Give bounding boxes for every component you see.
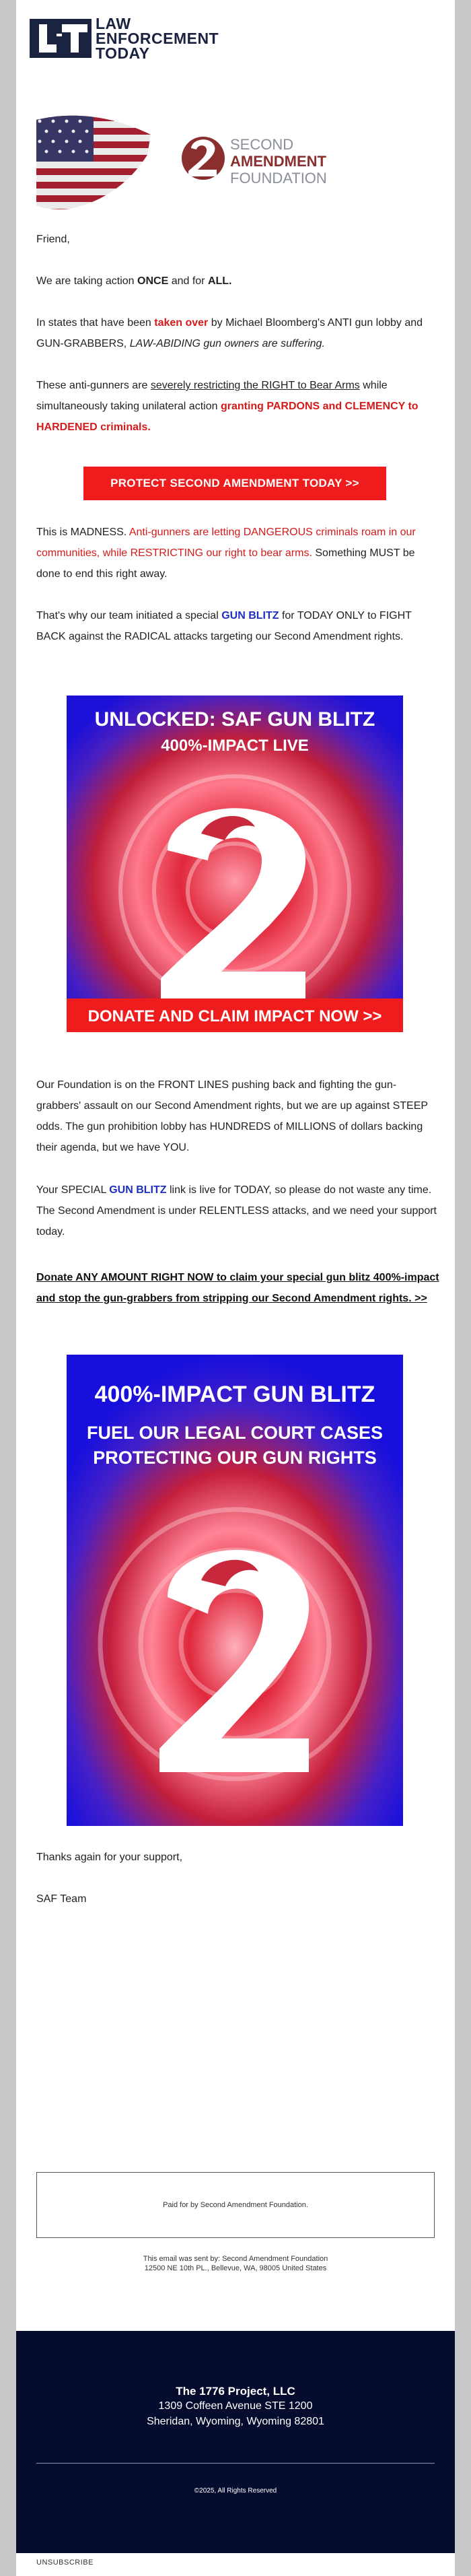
p7-gun-blitz: GUN BLITZ [109,1184,167,1196]
protect-2a-button[interactable]: PROTECT SECOND AMENDMENT TODAY >> [83,467,386,500]
p5-gun-blitz: GUN BLITZ [221,610,279,621]
banner-org-line-1: SECOND [230,136,294,153]
banner-graphic [30,108,327,215]
footer-org: The 1776 Project, LLC [176,2385,295,2398]
sent-by-text: This email was sent by: Second Amendment Foundation [143,2255,328,2263]
promo-2-graphic [67,1355,403,1826]
paid-for-box [36,2172,435,2238]
p2-text: In states that have been [36,317,155,329]
footer [16,2331,455,2553]
paragraph-1 [36,271,440,292]
paragraph-6: Our Foundation is on the FRONT LINES pushing back and fighting the gun-grabbers' assault on our Second Amendment rights, but we are up against STEEP odds. The gun prohibition lobby has HUNDREDS of MILLIONS of dollars backing their agenda, but we have YOU. [36,1079,428,1153]
saf-banner [30,108,327,215]
sent-by-block [36,2254,435,2273]
paid-for-text: Paid for by Second Amendment Foundation. [163,2201,308,2209]
promo-2-title: 400%-IMPACT GUN BLITZ [94,1382,375,1407]
paragraph-7 [36,1180,440,1242]
p5-text-2: for TODAY ONLY to FIGHT BACK against the RADICAL attacks targeting our Second Amendment rights. [36,610,412,642]
let-logo-text [96,16,219,61]
paragraph-3 [36,375,440,438]
p3-text: These anti-gunners are [36,380,151,391]
footer-copyright: ©2025, All Rights Reserved [194,2487,277,2495]
footer-divider [36,2463,435,2464]
greeting: Friend, [36,234,70,245]
promo-2-line-2: PROTECTING OUR GUN RIGHTS [93,1448,377,1468]
promo-2-line-1: FUEL OUR LEGAL COURT CASES [86,1423,384,1443]
footer-address-1: 1309 Coffeen Avenue STE 1200 [158,2400,313,2412]
thanks-text: Thanks again for your support, [36,1852,183,1863]
signoff-text: SAF Team [36,1893,87,1905]
p3-red: granting PARDONS and CLEMENCY to HARDENED criminals. [36,401,419,433]
email-page [16,0,455,2576]
p1-all: ALL. [207,275,232,287]
let-logo[interactable] [30,15,252,62]
p4-text-2: Something MUST be done to end this right away. [36,547,415,580]
sent-by-address: 12500 NE 10th PL., Bellevue, WA, 98005 United States [144,2264,327,2272]
promo-image-unlocked[interactable] [67,696,403,1032]
p2-italic: LAW-ABIDING gun owners are suffering. [129,338,325,349]
footer-address-2: Sheridan, Wyoming, Wyoming 82801 [147,2416,324,2427]
p4-red: Anti-gunners are letting DANGEROUS criminals roam in our communities, while RESTRICTING our right to bear arms. [36,527,416,559]
p1-text-2: and for [168,275,208,287]
logo-line-3: TODAY [96,44,150,62]
p3-text-2: while simultaneously taking unilateral action [36,380,388,412]
p4-text: This is MADNESS. [36,527,129,538]
banner-org-line-3: FOUNDATION [230,170,327,187]
promo-image-impact[interactable] [67,1355,403,1826]
paragraph-4 [36,522,440,584]
logo-line-1: LAW [96,15,131,32]
promo-1-graphic [67,696,403,1032]
p7-text: Your SPECIAL [36,1184,110,1196]
saf-logo-icon [182,137,225,180]
let-logo-mark-icon [30,19,92,58]
p1-once: ONCE [137,275,169,287]
promo-1-button-label[interactable]: DONATE AND CLAIM IMPACT NOW >> [87,1007,382,1025]
logo-line-2: ENFORCEMENT [96,30,219,47]
paragraph-5 [36,605,440,647]
p2-text-2: by Michael Bloomberg's ANTI gun lobby and GUN-GRABBERS, [36,317,423,349]
unsubscribe-link[interactable]: UNSUBSCRIBE [36,2558,94,2567]
promo-1-subtitle: 400%-IMPACT LIVE [161,737,309,755]
promo-1-title: UNLOCKED: SAF GUN BLITZ [94,708,375,731]
p2-taken-over: taken over [154,317,209,329]
paragraph-2 [36,312,440,354]
p7-text-2: link is live for TODAY, so please do not waste any time. The Second Amendment is under RELENTLESS attacks, and we need your support today. [36,1184,437,1238]
banner-org-line-2: AMENDMENT [230,153,326,170]
p1-text: We are taking action [36,275,138,287]
p5-text: That's why our team initiated a special [36,610,222,621]
american-flag-icon [30,108,164,215]
donate-link[interactable]: Donate ANY AMOUNT RIGHT NOW to claim your special gun blitz 400%-impact and stop the gun-grabbers from stripping our Second Amendment rights. >> [36,1272,439,1304]
p3-underline: severely restricting the RIGHT to Bear Arms [150,380,360,391]
